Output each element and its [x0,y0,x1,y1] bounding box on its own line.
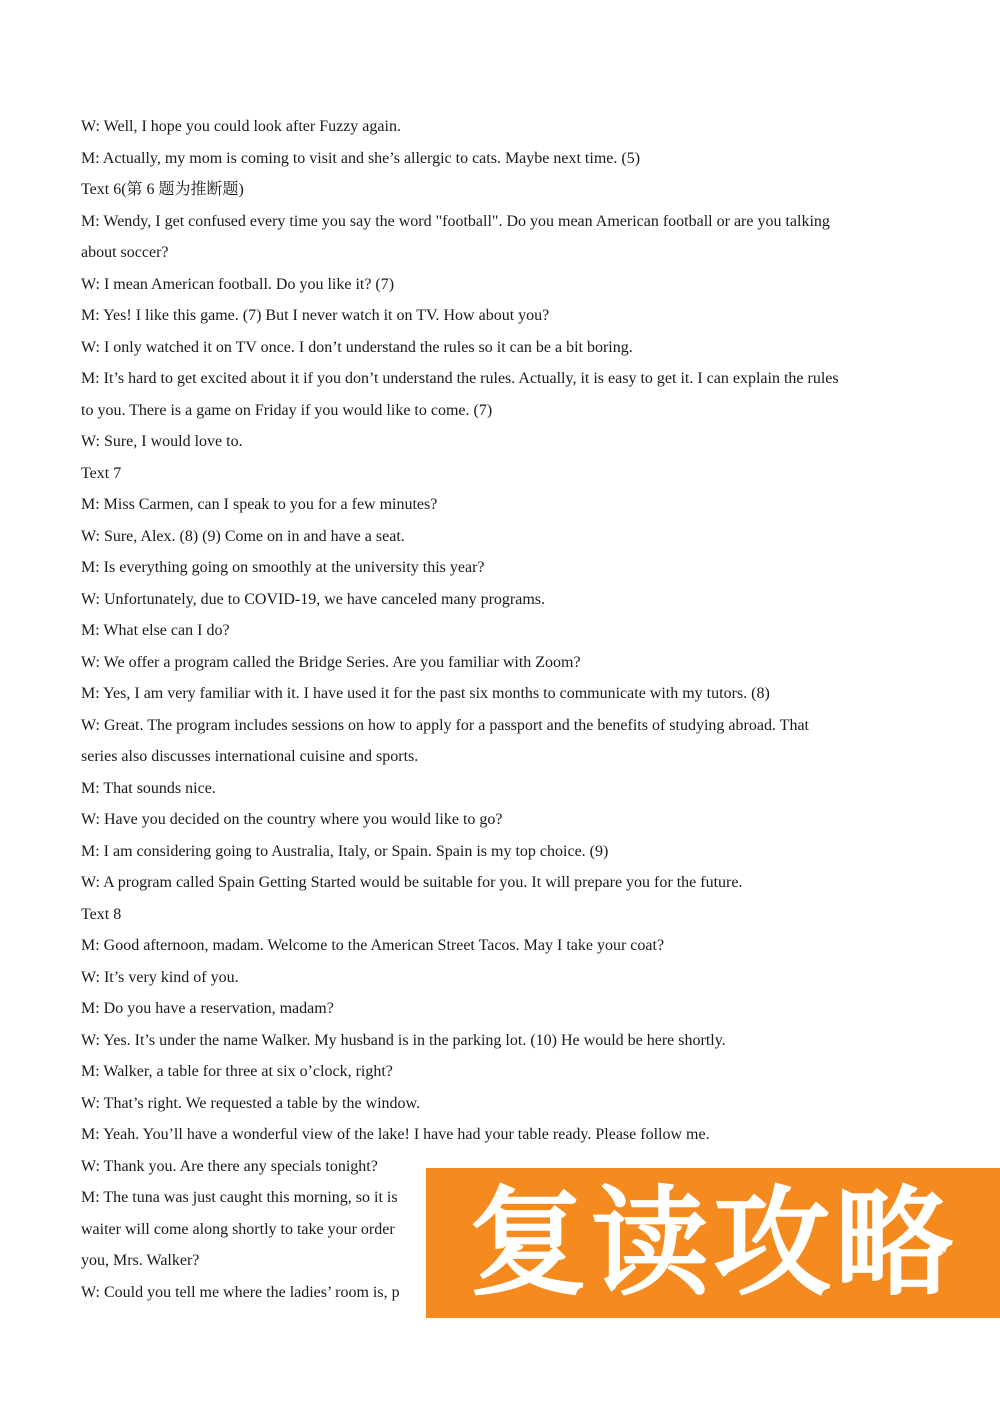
text-line: W: It’s very kind of you. [81,968,239,986]
text-line: to you. There is a game on Friday if you would like to come. (7) [81,401,493,419]
text-line: W: That’s right. We requested a table by the window. [81,1094,421,1112]
watermark-text: 复读攻略 [468,1174,957,1312]
text-line: W: Have you decided on the country where you would like to go? [81,811,503,828]
text-line: M: Walker, a table for three at six o’clock, right? [81,1063,393,1080]
text-line: M: Yes, I am very familiar with it. I have used it for the past six months to communicate with my tutors. (8) [81,685,770,702]
text-line: W: Great. The program includes sessions on how to apply for a passport and the benefits of studying abroad. That [81,716,809,734]
transcript-text [81,111,926,1308]
text-line: W: Yes. It’s under the name Walker. My husband is in the parking lot. (10) He would be here shortly. [81,1031,726,1049]
text-line: M: It’s hard to get excited about it if you don’t understand the rules. Actually, it is easy to get it. I can explain the rules [81,370,839,387]
text-line: M: Yeah. You’ll have a wonderful view of the lake! I have had your table ready. Please follow me. [81,1126,710,1143]
text-line: you, Mrs. Walker? [81,1252,200,1269]
text-line: W: A program called Spain Getting Started would be suitable for you. It will prepare you for the future. [81,874,743,891]
text-line: waiter will come along shortly to take your order [81,1220,395,1238]
watermark-banner [426,1168,1000,1318]
text-line: W: We offer a program called the Bridge Series. Are you familiar with Zoom? [81,653,581,671]
text-line: M: That sounds nice. [81,779,216,797]
text-line: about soccer? [81,244,169,261]
text-line: M: Yes! I like this game. (7) But I never watch it on TV. How about you? [81,307,550,324]
text-line: M: Wendy, I get confused every time you say the word "football". Do you mean American football or are you talking [81,212,830,230]
text-line: W: I mean American football. Do you like it? (7) [81,275,395,293]
text-line: M: Actually, my mom is coming to visit and she’s allergic to cats. Maybe next time. (5) [81,149,641,167]
text-line: M: Is everything going on smoothly at the university this year? [81,559,485,576]
text-line: W: Could you tell me where the ladies’ room is, p [81,1283,400,1301]
text-line: M: The tuna was just caught this morning, so it is [81,1189,398,1206]
text-line: M: What else can I do? [81,622,230,639]
section-heading: Text 6(第 6 题为推断题) [81,181,244,198]
text-line: W: Unfortunately, due to COVID-19, we have canceled many programs. [81,590,545,608]
text-line: series also discusses international cuisine and sports. [81,748,419,765]
text-line: W: Sure, Alex. (8) (9) Come on in and have a seat. [81,527,405,545]
text-line: W: Thank you. Are there any specials tonight? [81,1157,378,1175]
text-line: W: Well, I hope you could look after Fuzzy again. [81,118,401,135]
section-heading: Text 8 [81,905,122,923]
text-line: W: Sure, I would love to. [81,433,243,450]
text-line: M: Good afternoon, madam. Welcome to the American Street Tacos. May I take your coat? [81,937,665,954]
section-heading: Text 7 [81,464,122,482]
text-line: M: I am considering going to Australia, Italy, or Spain. Spain is my top choice. (9) [81,842,609,860]
text-line: W: I only watched it on TV once. I don’t understand the rules so it can be a bit boring. [81,338,633,356]
text-line: M: Miss Carmen, can I speak to you for a few minutes? [81,496,438,513]
text-line: M: Do you have a reservation, madam? [81,1000,334,1017]
